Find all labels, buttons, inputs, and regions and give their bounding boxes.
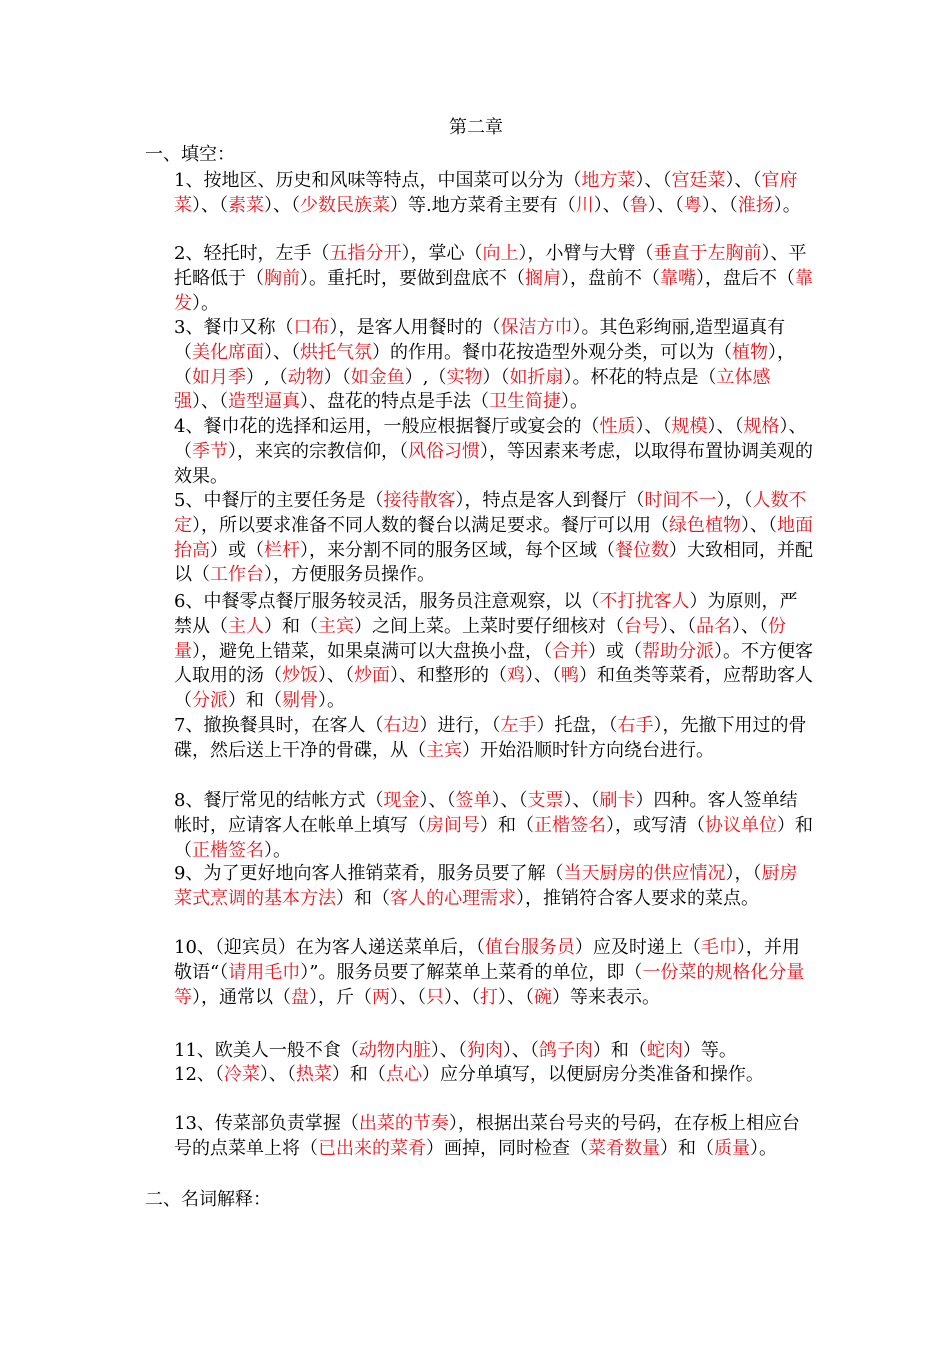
answer-text: 只 — [426, 986, 444, 1008]
answer-text: 垂直于左胸前 — [653, 243, 762, 264]
question-text: 3、餐巾又称（ — [174, 317, 294, 338]
section-fill-in-blank-heading: 一、填空： — [145, 144, 235, 165]
question-text: ）”。服务员要了解菜单上菜肴的单位，即（ — [300, 961, 643, 983]
question-text: ）、（ — [174, 416, 807, 462]
question-text: ）、（ — [525, 665, 561, 687]
question-text: ）、（ — [732, 615, 768, 637]
answer-text: 签单 — [455, 790, 492, 811]
answer-text: 不打扰客人 — [599, 591, 690, 612]
question-text: 8、餐厅常见的结帐方式（ — [174, 790, 384, 811]
question-text: ）、（ — [444, 986, 480, 1008]
answer-text: 餐位数 — [615, 539, 669, 561]
question-text: ）。 — [561, 391, 588, 413]
question-text: ），来分割不同的服务区域，每个区域（ — [300, 539, 615, 561]
answer-text: 动物内脏 — [358, 1040, 431, 1061]
answer-text: 搁肩 — [525, 267, 561, 289]
question-text: ）大致相同，并配以（ — [174, 539, 813, 586]
question-text: ），或写清（ — [606, 814, 705, 836]
question-text: ）或（ — [210, 539, 264, 561]
question-text: ）。 — [318, 690, 345, 712]
answer-text: 鸡 — [507, 665, 525, 687]
question-text: ）和（ — [264, 615, 318, 637]
answer-text: 地面抬高 — [174, 514, 813, 561]
answer-text: 一份菜的规格化分量等 — [174, 961, 805, 1008]
answer-text: 美化席面 — [192, 341, 264, 363]
answer-text: 立体感强 — [174, 366, 771, 413]
answer-text: 主宾 — [426, 739, 462, 761]
answer-text: 右边 — [383, 715, 420, 736]
answer-text: 烘托气氛 — [300, 341, 372, 363]
question-text: ）。重托时，要做到盘底不（ — [300, 267, 525, 289]
question-text: ）等。 — [682, 1040, 737, 1061]
answer-text: 值台服务员 — [484, 937, 575, 958]
question-text: ）和（ — [480, 814, 534, 836]
question-text: ），通常以（ — [192, 986, 291, 1008]
answer-text: 份量 — [174, 615, 786, 662]
question-text: ）、（ — [264, 194, 300, 216]
question-text: ）或（ — [588, 640, 642, 662]
answer-text: 保洁方巾 — [500, 317, 573, 338]
question-text: ）和（ — [592, 1040, 647, 1061]
answer-text: 台号 — [624, 615, 660, 637]
question-text: ）。杯花的特点是（ — [563, 366, 717, 388]
question-text: ）。 — [773, 194, 801, 216]
question-text: ）进行，（ — [419, 715, 501, 736]
answer-text: 帮助分派 — [642, 640, 714, 662]
question-text: ）、（ — [563, 790, 600, 811]
question-text: ），（ — [725, 863, 762, 884]
question-text: ）和（ — [228, 690, 282, 712]
question-text: ）、平托略低于（ — [174, 243, 807, 289]
question-text: 12、（ — [174, 1064, 224, 1085]
question-text: 6、中餐零点餐厅服务较灵活，服务员注意观察，以（ — [174, 591, 600, 612]
question-text: ）、（ — [701, 194, 738, 216]
answer-text: 口布 — [293, 317, 330, 338]
answer-text: 淮扬 — [737, 194, 774, 216]
question-text: ），并用敬语“（ — [174, 937, 800, 983]
answer-text: 热菜 — [295, 1064, 332, 1085]
question-text: ）、（ — [635, 416, 672, 437]
question-text: ）的作用。餐巾花按造型外观分类，可以为（ — [372, 341, 732, 363]
question-text: ）。其色彩绚丽,造型逼真有（ — [174, 317, 786, 363]
question-text: ）、（ — [491, 790, 528, 811]
answer-text: 规模 — [671, 416, 708, 437]
question-7 — [174, 714, 814, 764]
answer-text: 右手 — [617, 715, 654, 736]
answer-text: 客人的心理需求 — [390, 887, 516, 909]
chapter-title: 第二章 — [449, 117, 503, 138]
answer-text: 支票 — [527, 790, 564, 811]
question-text: ），推销符合客人要求的菜点。 — [516, 887, 759, 909]
question-text: ）。 — [750, 1137, 777, 1159]
question-text: ）、（ — [264, 341, 300, 363]
answer-text: 打 — [480, 986, 498, 1008]
question-12 — [174, 1063, 814, 1088]
question-text: 11、欧美人一般不食（ — [174, 1040, 359, 1061]
answer-text: 厨房菜式烹调的基本方法 — [174, 863, 798, 909]
answer-text: 正楷签名 — [534, 814, 606, 836]
question-text: 2、轻托时，左手（ — [174, 243, 330, 264]
question-text: ）、（ — [498, 986, 534, 1008]
question-4 — [174, 415, 814, 489]
question-text: ）托盘，（ — [536, 715, 618, 736]
question-8 — [174, 789, 814, 863]
question-text: ）和（ — [174, 814, 813, 861]
question-text: ）等来表示。 — [552, 986, 660, 1008]
question-6 — [174, 590, 814, 714]
answer-text: 合并 — [552, 640, 588, 662]
answer-text: 鸭 — [561, 665, 579, 687]
answer-text: 工作台 — [210, 564, 264, 586]
question-text: 10、（迎宾员）在为客人递送菜单后，（ — [174, 937, 485, 958]
answer-text: 刷卡 — [599, 790, 636, 811]
answer-text: 质量 — [714, 1137, 750, 1159]
answer-text: 少数民族菜 — [300, 194, 390, 216]
answer-text: 性质 — [599, 416, 636, 437]
answer-text: 左手 — [500, 715, 537, 736]
answer-text: 炒面 — [354, 665, 390, 687]
answer-text: 出菜的节奏 — [358, 1113, 449, 1134]
question-text: ）应分单填写，以便厨房分类准备和操作。 — [421, 1064, 764, 1085]
question-text: 4、餐巾花的选择和运用，一般应根据餐厅或宴会的（ — [174, 416, 600, 437]
answer-text: 主人 — [228, 615, 264, 637]
answer-text: 靠发 — [174, 267, 813, 314]
answer-text: 素菜 — [228, 194, 264, 216]
question-text: ），先撤下用过的骨碟，然后送上干净的骨碟，从（ — [174, 715, 807, 761]
answer-text: 碗 — [534, 986, 552, 1008]
question-text: ），盘前不（ — [561, 267, 660, 289]
question-text: ）、（ — [707, 416, 744, 437]
answer-text: 向上 — [482, 243, 519, 264]
answer-text: 季节 — [192, 440, 228, 462]
question-text: ）、（ — [192, 391, 228, 413]
question-text: ）和（ — [336, 887, 390, 909]
question-text: ）、（ — [647, 194, 684, 216]
question-13 — [174, 1112, 814, 1162]
answer-text: 主宾 — [318, 615, 354, 637]
question-text: ）。 — [264, 839, 291, 861]
question-text: ），根据出菜台号夹的号码，在存板上相应台号的点菜单上将（ — [174, 1113, 800, 1159]
answer-text: 地方菜 — [581, 170, 636, 191]
question-text: ），掌心（ — [401, 243, 483, 264]
question-text: ）开始沿顺时针方向绕台进行。 — [462, 739, 714, 761]
answer-text: 菜肴数量 — [588, 1137, 660, 1159]
answer-text: 动物 — [287, 366, 324, 388]
answer-text: 如金鱼 — [350, 366, 405, 388]
question-text: ）、（ — [593, 194, 630, 216]
question-text: ）,（ — [404, 366, 447, 388]
answer-text: 如折扇 — [509, 366, 564, 388]
question-text: ）。 — [192, 292, 219, 314]
answer-text: 官府菜 — [174, 170, 798, 216]
question-text: ），是客人用餐时的（ — [329, 317, 501, 338]
question-text: ），斤（ — [309, 986, 372, 1008]
question-text: ），方便服务员操作。 — [264, 564, 435, 586]
question-text: ）、（ — [502, 1040, 539, 1061]
answer-text: 接待散客 — [383, 490, 456, 511]
question-text: ）、（ — [725, 170, 762, 191]
answer-text: 如月季 — [192, 366, 246, 388]
question-text: ）、（ — [741, 514, 777, 536]
question-text: ）、（ — [318, 665, 354, 687]
question-text: 7、撤换餐具时，在客人（ — [174, 715, 384, 736]
question-text: ）为原则，严禁从（ — [174, 591, 798, 637]
answer-text: 蛇肉 — [646, 1040, 683, 1061]
question-text: ），来宾的宗教信仰，（ — [228, 440, 408, 462]
question-text: ）等.地方菜肴主要有（ — [390, 194, 576, 216]
question-text: ）、（ — [660, 615, 696, 637]
answer-text: 品名 — [696, 615, 732, 637]
answer-text: 当天厨房的供应情况 — [563, 863, 726, 884]
answer-text: 风俗习惯 — [408, 440, 480, 462]
question-text: ）（ — [482, 366, 510, 388]
answer-text: 栏杆 — [264, 539, 300, 561]
question-text: ）。不方便客人取用的汤（ — [174, 640, 813, 687]
answer-text: 鲁 — [629, 194, 648, 216]
question-text: ），（ — [716, 490, 753, 511]
answer-text: 人数不定 — [174, 490, 807, 536]
question-text: ），（ — [174, 341, 795, 388]
answer-text: 房间号 — [426, 814, 480, 836]
answer-text: 鸽子肉 — [538, 1040, 593, 1061]
question-text: ）、（ — [430, 1040, 467, 1061]
answer-text: 植物 — [732, 341, 768, 363]
answer-text: 毛巾 — [700, 937, 737, 958]
answer-text: 冷菜 — [223, 1064, 260, 1085]
answer-text: 正楷签名 — [192, 839, 264, 861]
question-text: ），小臂与大臂（ — [518, 243, 654, 264]
question-text: ）（ — [323, 366, 351, 388]
answer-text: 造型逼真 — [228, 391, 300, 413]
answer-text: 粤 — [683, 194, 702, 216]
question-text: ）画掉，同时检查（ — [426, 1137, 588, 1159]
question-text: 5、中餐厅的主要任务是（ — [174, 490, 384, 511]
question-text: 9、为了更好地向客人推销菜肴，服务员要了解（ — [174, 863, 564, 884]
question-2 — [174, 242, 814, 316]
question-10 — [174, 936, 814, 1010]
question-text: ），盘后不（ — [696, 267, 795, 289]
answer-text: 绿色植物 — [669, 514, 741, 536]
question-text: ）、和整形的（ — [390, 665, 507, 687]
section-term-definitions-heading: 二、名词解释： — [145, 1189, 271, 1210]
question-text: ）之间上菜。上菜时要仔细核对（ — [354, 615, 624, 637]
question-text: ）、盘花的特点是手法（ — [300, 391, 489, 413]
question-text: ），特点是客人到餐厅（ — [455, 490, 645, 511]
question-3 — [174, 316, 814, 415]
question-text: ）、（ — [390, 986, 426, 1008]
question-text: ），所以要求准备不同人数的餐台以满足要求。餐厅可以用（ — [192, 514, 669, 536]
answer-text: 实物 — [446, 366, 483, 388]
answer-text: 川 — [575, 194, 594, 216]
question-text: ）和（ — [660, 1137, 714, 1159]
answer-text: 宫廷菜 — [671, 170, 726, 191]
answer-text: 靠嘴 — [660, 267, 696, 289]
question-text: ）、（ — [419, 790, 456, 811]
question-text: 1、按地区、历史和风味等特点，中国菜可以分为（ — [174, 170, 582, 191]
answer-text: 两 — [372, 986, 390, 1008]
answer-text: 已出来的菜肴 — [318, 1137, 426, 1159]
question-5 — [174, 489, 814, 588]
question-text: ）、（ — [635, 170, 672, 191]
question-text: ）四种。客人签单结帐时，应请客人在帐单上填写（ — [174, 790, 798, 836]
question-text: ），避免上错菜，如果桌满可以大盘换小盘，（ — [192, 640, 552, 662]
question-text: ）应及时递上（ — [574, 937, 701, 958]
question-text: ）和（ — [331, 1064, 386, 1085]
answer-text: 点心 — [385, 1064, 422, 1085]
question-9 — [174, 862, 814, 912]
answer-text: 胸前 — [264, 267, 300, 289]
question-text: 13、传菜部负责掌握（ — [174, 1113, 359, 1134]
answer-text: 协议单位 — [705, 814, 777, 836]
answer-text: 五指分开 — [329, 243, 402, 264]
question-text: ），等因素来考虑，以取得布置协调美观的效果。 — [174, 440, 813, 487]
answer-text: 炒饭 — [282, 665, 318, 687]
answer-text: 卫生简捷 — [489, 391, 561, 413]
answer-text: 分派 — [192, 690, 228, 712]
answer-text: 盘 — [291, 986, 309, 1008]
answer-text: 规格 — [743, 416, 780, 437]
answer-text: 现金 — [383, 790, 420, 811]
question-text: ）、（ — [192, 194, 228, 216]
question-text: ）和鱼类等菜肴，应帮助客人（ — [174, 665, 813, 712]
answer-text: 时间不一 — [644, 490, 717, 511]
question-1 — [174, 169, 814, 219]
answer-text: 狗肉 — [466, 1040, 503, 1061]
answer-text: 请用毛巾 — [228, 961, 301, 983]
question-text: ）,（ — [246, 366, 288, 388]
question-11 — [174, 1039, 814, 1064]
question-text: ）、（ — [259, 1064, 296, 1085]
answer-text: 剔骨 — [282, 690, 318, 712]
